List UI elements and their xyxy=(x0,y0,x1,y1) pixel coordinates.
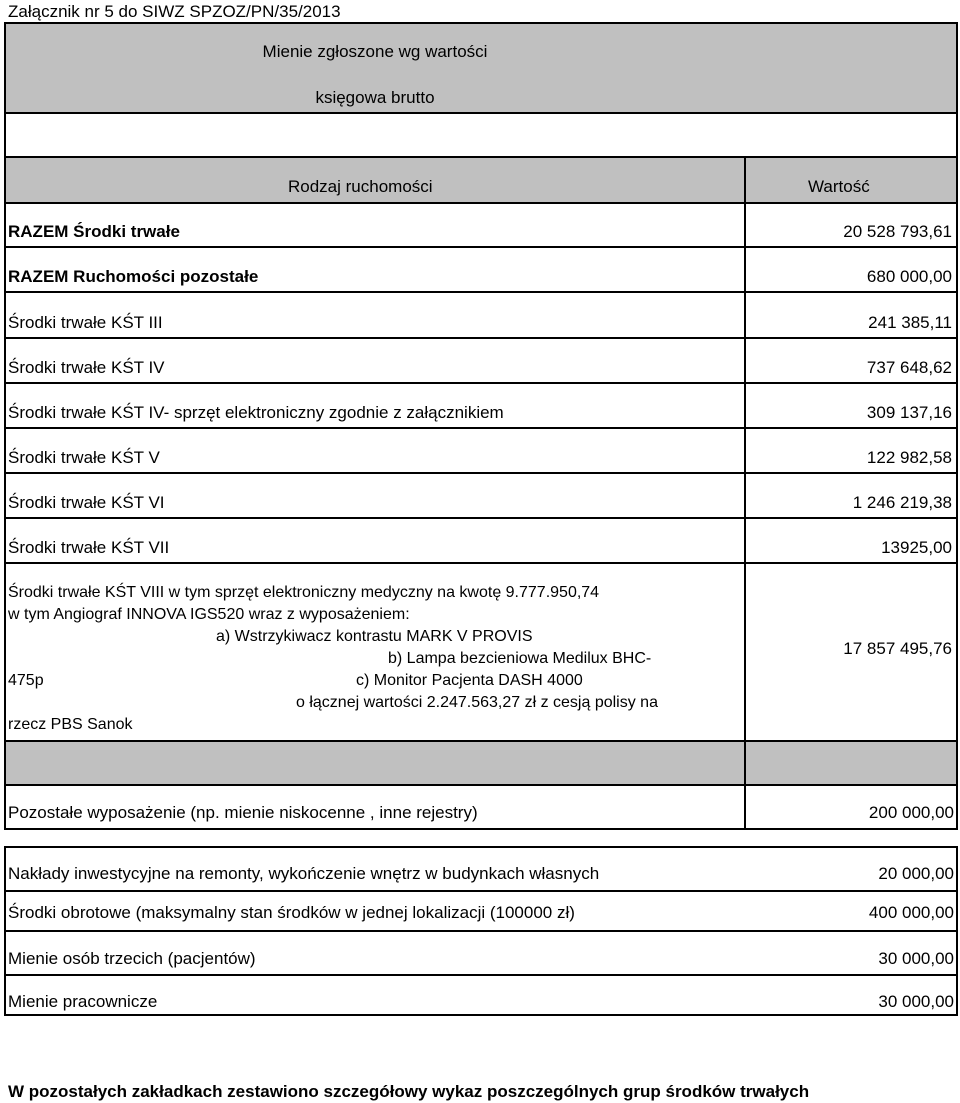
grid-line xyxy=(4,202,958,204)
kst8-line-1: Środki trwałe KŚT VIII w tym sprzęt elektroniczny medyczny na kwotę 9.777.950,74 xyxy=(8,584,600,601)
grid-line xyxy=(4,246,958,248)
row-label-mienie-osob-trzecich: Mienie osób trzecich (pacjentów) xyxy=(8,949,256,968)
kst8-line-3: a) Wstrzykiwacz kontrastu MARK V PROVIS xyxy=(216,628,533,645)
separator-grey-row xyxy=(6,742,956,784)
grid-line xyxy=(4,382,958,384)
row-value-mienie-pracownicze: 30 000,00 xyxy=(878,992,954,1011)
grid-line xyxy=(4,930,958,932)
grid-line xyxy=(4,156,958,158)
row-label-kst4-elektronika: Środki trwałe KŚT IV- sprzęt elektroniczny zgodnie z załącznikiem xyxy=(8,403,504,422)
header-line-1: Mienie zgłoszone wg wartości xyxy=(262,42,488,61)
row-label-kst5: Środki trwałe KŚT V xyxy=(8,448,160,467)
row-label-kst6: Środki trwałe KŚT VI xyxy=(8,493,165,512)
row-value-pozostale-wyposazenie: 200 000,00 xyxy=(868,803,954,822)
column-header-wartosc: Wartość xyxy=(808,177,870,196)
kst8-line-4: b) Lampa bezcieniowa Medilux BHC- xyxy=(388,650,652,667)
kst8-line-6: o łącznej wartości 2.247.563,27 zł z cesją polisy na xyxy=(296,694,658,711)
kst8-line-7: rzecz PBS Sanok xyxy=(8,716,133,733)
grid-line xyxy=(4,22,6,830)
row-value-kst4-elektronika: 309 137,16 xyxy=(866,403,952,422)
grid-line xyxy=(956,846,958,1016)
row-label-razem-ruchomosci: RAZEM Ruchomości pozostałe xyxy=(8,267,259,286)
grid-line xyxy=(4,472,958,474)
grid-line xyxy=(4,112,958,114)
grid-line xyxy=(4,784,958,786)
row-value-kst5: 122 982,58 xyxy=(866,448,952,467)
grid-line xyxy=(4,828,958,830)
grid-line xyxy=(4,1014,958,1016)
grid-line xyxy=(956,22,958,830)
row-value-razem-ruchomosci: 680 000,00 xyxy=(866,267,952,286)
grid-line xyxy=(4,846,958,848)
row-value-razem-srodki: 20 528 793,61 xyxy=(843,222,952,241)
grid-line xyxy=(4,427,958,429)
row-value-kst8: 17 857 495,76 xyxy=(843,639,952,658)
grid-line xyxy=(4,337,958,339)
row-label-mienie-pracownicze: Mienie pracownicze xyxy=(8,992,158,1011)
row-label-kst7: Środki trwałe KŚT VII xyxy=(8,538,170,557)
grid-line xyxy=(4,974,958,976)
grid-line xyxy=(4,890,958,892)
row-label-naklady: Nakłady inwestycyjne na remonty, wykończenie wnętrz w budynkach własnych xyxy=(8,864,600,883)
row-label-kst4: Środki trwałe KŚT IV xyxy=(8,358,165,377)
kst8-line-5a: 475p xyxy=(8,672,44,689)
row-label-srodki-obrotowe: Środki obrotowe (maksymalny stan środków w jednej lokalizacji (100000 zł) xyxy=(8,903,575,922)
grid-line xyxy=(4,846,6,1016)
row-value-kst3: 241 385,11 xyxy=(868,313,952,332)
grid-line xyxy=(744,156,746,830)
document-label: Załącznik nr 5 do SIWZ SPZOZ/PN/35/2013 xyxy=(8,2,341,21)
column-header-rodzaj: Rodzaj ruchomości xyxy=(288,177,433,196)
grid-line xyxy=(4,740,958,742)
row-value-mienie-osob-trzecich: 30 000,00 xyxy=(878,949,954,968)
row-label-pozostale-wyposazenie: Pozostałe wyposażenie (np. mienie niskocenne , inne rejestry) xyxy=(8,803,478,822)
grid-line xyxy=(4,517,958,519)
row-value-kst7: 13925,00 xyxy=(881,538,952,557)
kst8-line-2: w tym Angiograf INNOVA IGS520 wraz z wyposażeniem: xyxy=(8,606,410,623)
row-value-naklady: 20 000,00 xyxy=(878,864,954,883)
grid-line xyxy=(4,562,958,564)
row-label-razem-srodki: RAZEM Środki trwałe xyxy=(8,222,180,241)
footer-note: W pozostałych zakładkach zestawiono szczegółowy wykaz poszczególnych grup środków trwałych xyxy=(8,1082,810,1101)
grid-line xyxy=(4,22,958,24)
header-line-2: księgowa brutto xyxy=(315,88,435,107)
row-value-kst4: 737 648,62 xyxy=(866,358,952,377)
row-value-kst6: 1 246 219,38 xyxy=(852,493,952,512)
row-value-srodki-obrotowe: 400 000,00 xyxy=(868,903,954,922)
row-label-kst3: Środki trwałe KŚT III xyxy=(8,313,163,332)
kst8-line-5b: c) Monitor Pacjenta DASH 4000 xyxy=(356,672,583,689)
grid-line xyxy=(4,291,958,293)
